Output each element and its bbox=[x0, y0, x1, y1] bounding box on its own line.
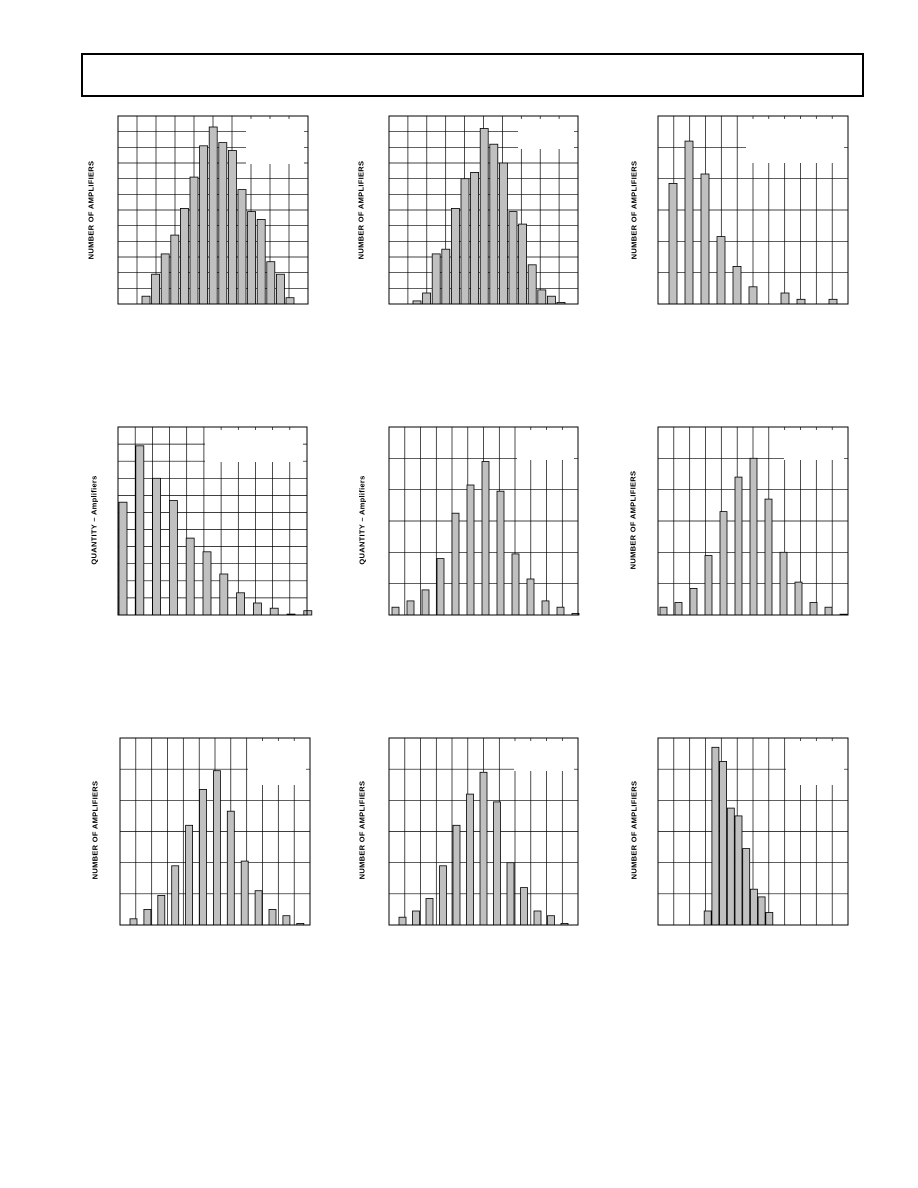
chart-7 bbox=[120, 738, 310, 925]
histogram-bar bbox=[200, 789, 207, 925]
histogram-bar bbox=[153, 478, 161, 615]
histogram-bar bbox=[142, 296, 150, 304]
histogram-bar bbox=[437, 559, 444, 615]
histogram-bar bbox=[413, 911, 420, 925]
histogram-bar bbox=[220, 574, 228, 615]
histogram-bar bbox=[494, 802, 501, 925]
histogram-bar bbox=[276, 274, 284, 304]
histogram-bar bbox=[180, 208, 188, 304]
histogram-bar bbox=[704, 911, 711, 925]
chart-4-ylabel-text: QUANTITY – Amplifiers bbox=[89, 475, 99, 565]
histogram-bar bbox=[172, 866, 179, 925]
histogram-bar bbox=[825, 607, 832, 615]
histogram-bar bbox=[482, 462, 489, 616]
chart-5-ylabel-text: QUANTITY – Amplifiers bbox=[357, 475, 367, 565]
histogram-bar bbox=[735, 477, 742, 615]
histogram-bar bbox=[765, 499, 772, 615]
histogram-bar bbox=[283, 916, 290, 925]
histogram-bar bbox=[528, 265, 536, 304]
histogram-bar bbox=[727, 808, 734, 925]
histogram-bar bbox=[161, 254, 169, 304]
histogram-bar bbox=[521, 888, 528, 925]
histogram-bar bbox=[144, 909, 151, 925]
histogram-bar bbox=[442, 249, 450, 304]
histogram-bar bbox=[829, 299, 837, 304]
legend-box bbox=[518, 119, 574, 149]
histogram-bar bbox=[219, 143, 227, 304]
histogram-bar bbox=[209, 127, 217, 304]
histogram-bar bbox=[509, 212, 517, 304]
histogram-bar bbox=[733, 266, 741, 304]
chart-4 bbox=[118, 427, 307, 615]
histogram-bar bbox=[547, 296, 555, 304]
histogram-bar bbox=[255, 891, 262, 925]
histogram-bar bbox=[451, 208, 459, 304]
histogram-bar bbox=[152, 274, 160, 304]
chart-6 bbox=[658, 427, 848, 615]
histogram-bar bbox=[548, 916, 555, 925]
page-header-box bbox=[81, 53, 864, 97]
histogram-bar bbox=[557, 607, 564, 615]
histogram-bar bbox=[186, 825, 193, 925]
histogram-bar bbox=[497, 491, 504, 615]
histogram-bar bbox=[538, 290, 546, 304]
histogram-bar bbox=[480, 772, 487, 925]
chart-8 bbox=[389, 738, 578, 925]
chart-1-ylabel-text: NUMBER OF AMPLIFIERS bbox=[86, 160, 96, 260]
legend-box bbox=[784, 430, 844, 460]
histogram-bar bbox=[690, 588, 697, 615]
legend-box bbox=[246, 119, 304, 164]
histogram-bar bbox=[542, 601, 549, 615]
histogram-bar bbox=[717, 237, 725, 304]
chart-9-ylabel-text: NUMBER OF AMPLIFIERS bbox=[629, 780, 639, 880]
histogram-bar bbox=[452, 513, 459, 615]
histogram-bar bbox=[743, 849, 750, 925]
chart-5 bbox=[389, 427, 578, 615]
histogram-bar bbox=[241, 861, 248, 925]
histogram-bar bbox=[675, 603, 682, 616]
histogram-bar bbox=[512, 554, 519, 615]
histogram-bar bbox=[200, 146, 208, 304]
histogram-bar bbox=[471, 172, 479, 304]
histogram-bar bbox=[130, 919, 137, 925]
legend-box bbox=[786, 741, 844, 785]
histogram-bar bbox=[519, 224, 527, 304]
legend-box bbox=[517, 430, 574, 460]
histogram-bar bbox=[203, 552, 211, 615]
histogram-bar bbox=[534, 911, 541, 925]
histogram-bar bbox=[660, 607, 667, 615]
histogram-bar bbox=[237, 593, 245, 615]
histogram-bar bbox=[750, 889, 757, 925]
chart-3 bbox=[658, 116, 848, 304]
histogram-bar bbox=[213, 771, 220, 925]
histogram-bar bbox=[758, 897, 765, 925]
histogram-bar bbox=[720, 512, 727, 615]
histogram-bar bbox=[712, 747, 719, 925]
chart-3-ylabel-text: NUMBER OF AMPLIFIERS bbox=[629, 160, 639, 260]
histogram-bar bbox=[720, 761, 727, 925]
histogram-bar bbox=[186, 538, 194, 615]
histogram-bar bbox=[735, 816, 742, 925]
histogram-bar bbox=[685, 141, 693, 304]
chart-2 bbox=[389, 116, 578, 304]
histogram-bar bbox=[490, 144, 498, 304]
histogram-bar bbox=[158, 895, 165, 925]
histogram-bar bbox=[701, 174, 709, 304]
histogram-bar bbox=[399, 917, 406, 925]
histogram-bar bbox=[171, 235, 179, 304]
histogram-bar bbox=[461, 179, 469, 304]
histogram-bar bbox=[797, 299, 805, 304]
histogram-bar bbox=[810, 603, 817, 616]
histogram-bar bbox=[304, 611, 312, 615]
chart-1 bbox=[118, 116, 308, 304]
histogram-bar bbox=[407, 601, 414, 615]
legend-box bbox=[248, 741, 306, 785]
histogram-bar bbox=[499, 163, 507, 304]
histogram-bar bbox=[422, 590, 429, 615]
histogram-bar bbox=[480, 129, 488, 305]
histogram-bar bbox=[507, 863, 514, 925]
histogram-bar bbox=[467, 485, 474, 615]
histogram-bar bbox=[467, 794, 474, 925]
legend-box bbox=[205, 430, 303, 462]
histogram-bar bbox=[270, 608, 278, 615]
histogram-bar bbox=[527, 579, 534, 615]
legend-box bbox=[746, 119, 844, 163]
histogram-bar bbox=[705, 556, 712, 616]
histogram-bar bbox=[766, 913, 773, 926]
histogram-bar bbox=[286, 298, 294, 304]
histogram-bar bbox=[795, 582, 802, 615]
chart-9 bbox=[658, 738, 848, 925]
histogram-bar bbox=[749, 287, 757, 304]
histogram-bar bbox=[453, 825, 460, 925]
legend-box bbox=[514, 741, 574, 771]
chart-2-ylabel-text: NUMBER OF AMPLIFIERS bbox=[356, 160, 366, 260]
histogram-bar bbox=[440, 866, 447, 925]
histogram-bar bbox=[238, 190, 246, 304]
histogram-bar bbox=[781, 293, 789, 304]
histogram-bar bbox=[750, 458, 757, 615]
histogram-bar bbox=[169, 501, 177, 616]
histogram-bar bbox=[269, 909, 276, 925]
chart-7-ylabel-text: NUMBER OF AMPLIFIERS bbox=[90, 780, 100, 880]
histogram-bar bbox=[136, 446, 144, 615]
histogram-bar bbox=[257, 219, 265, 304]
histogram-bar bbox=[432, 254, 440, 304]
chart-6-ylabel-text: NUMBER OF AMPLIFIERS bbox=[628, 470, 638, 570]
histogram-bar bbox=[669, 183, 677, 304]
histogram-bar bbox=[267, 262, 275, 304]
histogram-bar bbox=[426, 899, 433, 926]
histogram-bar bbox=[119, 502, 127, 615]
histogram-bar bbox=[248, 212, 256, 304]
histogram-bar bbox=[392, 607, 399, 615]
histogram-bar bbox=[227, 811, 234, 925]
histogram-bar bbox=[780, 552, 787, 615]
histogram-bar bbox=[253, 603, 261, 615]
histogram-bar bbox=[423, 293, 431, 304]
chart-8-ylabel-text: NUMBER OF AMPLIFIERS bbox=[357, 780, 367, 880]
histogram-bar bbox=[190, 177, 198, 304]
histogram-bar bbox=[228, 151, 236, 305]
